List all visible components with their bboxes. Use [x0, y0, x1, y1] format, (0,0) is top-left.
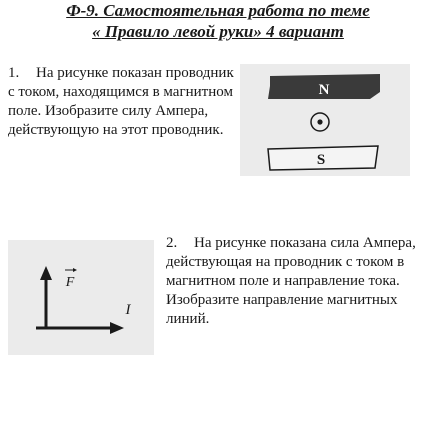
task-2-number: 2. — [166, 235, 178, 251]
worksheet-title — [0, 0, 436, 42]
task-2-text — [166, 234, 428, 329]
north-label: N — [318, 82, 330, 98]
title-line-2: « Правило левой руки» 4 вариант — [92, 22, 344, 41]
current-label: I — [125, 302, 131, 318]
task-2-body: На рисунке показана сила Ампера, действующая на проводник с током в магнитном поле и направление тока. Изобразите направление магнитных линий. — [166, 235, 416, 327]
current-arrowhead-icon — [110, 322, 124, 334]
current-dot-icon — [317, 119, 322, 124]
force-label: F — [65, 275, 75, 290]
force-diagram — [8, 240, 154, 355]
magnet-figure — [240, 64, 410, 176]
magnet-diagram — [240, 64, 410, 176]
task-1-body: На рисунке показан проводник с током, находящимся в магнитном поле. Изобразите силу Ампера, действующую на этот проводник. — [8, 65, 234, 138]
force-vector-bar-tip-icon — [73, 268, 77, 272]
task-1-text — [8, 64, 236, 140]
title-line-1: Ф-9. Самостоятельная работа по теме — [66, 1, 370, 20]
force-arrowhead-icon — [40, 266, 52, 280]
force-figure — [8, 240, 154, 355]
south-label: S — [316, 152, 326, 168]
task-1-number: 1. — [8, 65, 20, 81]
